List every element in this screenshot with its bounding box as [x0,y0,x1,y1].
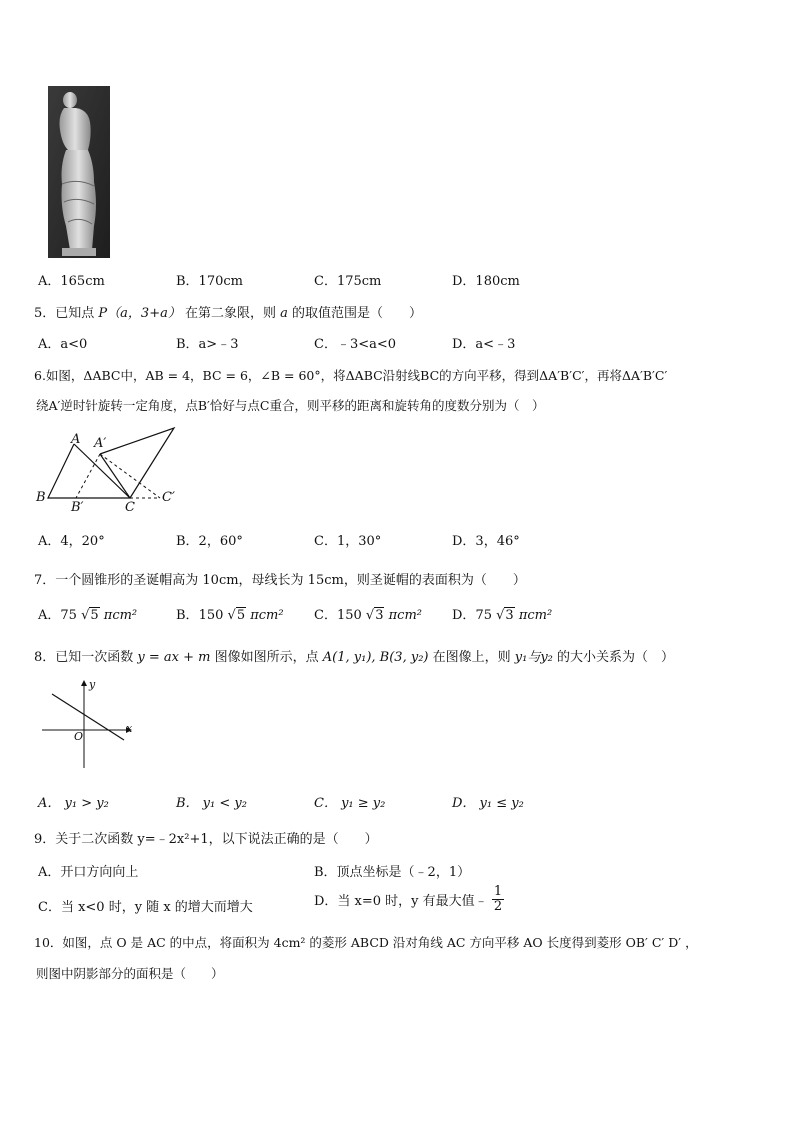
statue-image [48,86,110,258]
q8-axis-x: x [126,722,133,735]
q5-stem [34,302,422,321]
q9-option-d-fraction: $\frac{1}{2}$ [493,884,503,914]
q7-option-a: A．75 √5 πcm² [38,608,138,623]
q4-option-c: C．175cm [314,274,382,289]
q8-axis-origin: O [74,730,84,743]
q8-option-a: A． y₁ > y₂ [38,796,109,811]
q5-option-c: C．﹣3<a<0 [314,337,397,352]
q7-option-c: C．150 √3 πcm² [314,608,422,623]
q6-figure [34,424,184,516]
q8-option-d: D． y₁ ≤ y₂ [452,796,524,811]
q9-option-c: C．当 x<0 时，y 随 x 的增大而增大 [38,900,253,915]
q5-stem-prefix: 5．已知点 [34,306,95,321]
q6-option-a: A．4，20° [38,534,105,549]
q7-stem: 7．一个圆锥形的圣诞帽高为 10cm，母线长为 15cm，则圣诞帽的表面积为（ ） [34,573,526,588]
q6-label-c-prime: C′ [162,490,175,505]
q5-stem-point: P（a，3+a） [98,306,181,321]
q4-option-a: A．165cm [38,274,105,289]
q6-stem-line1: 6.如图，ΔABC中，AB = 4，BC = 6，∠B = 60°，将ΔABC沿射线BC的方向平移，得到ΔA′B′C′，再将ΔA′B′C′ [34,368,668,383]
q4-option-d: D．180cm [452,274,520,289]
q5-stem-var: a [280,306,288,321]
q6-option-d: D．3，46° [452,534,520,549]
q10-stem-line2: 则图中阴影部分的面积是（ ） [36,966,224,981]
q4-option-b: B．170cm [176,274,243,289]
q8-axis-y: y [89,678,96,691]
q9-option-a: A．开口方向向上 [38,865,139,880]
q6-option-b: B．2，60° [176,534,243,549]
q8-option-c: C． y₁ ≥ y₂ [314,796,386,811]
q6-option-c: C．1，30° [314,534,382,549]
q6-label-b-prime: B′ [71,500,84,515]
q7-option-b: B．150 √5 πcm² [176,608,284,623]
q6-label-a-prime: A′ [94,436,107,451]
q10-stem-line1: 10．如图，点 O 是 AC 的中点，将面积为 4cm² 的菱形 ABCD 沿对角线 AC 方向平移 AO 长度得到菱形 OB′ C′ D′ ， [34,935,698,950]
q6-stem-line2: 绕A′逆时针旋转一定角度，点B′恰好与点C重合，则平移的距离和旋转角的度数分别为（ ） [36,398,545,413]
q8-option-b: B． y₁ < y₂ [176,796,247,811]
q5-stem-end: 的取值范围是（ ） [292,306,423,321]
q7-option-d: D．75 √3 πcm² [452,608,553,623]
q5-option-b: B．a>﹣3 [176,337,239,352]
q5-option-d: D．a<﹣3 [452,337,516,352]
q8-stem: 8．已知一次函数 y = ax + m 图像如图所示，点 A(1, y₁), B(3, y₂) 在图像上，则 y₁与y₂ 的大小关系为（ ） [34,650,675,665]
q9-option-d: D．当 x=0 时，y 有最大值﹣ $\frac{1}{2}$ [314,884,503,914]
q5-option-a: A．a<0 [38,337,88,352]
q9-option-b: B．顶点坐标是（﹣2，1） [314,865,471,880]
q5-stem-suffix: 在第二象限，则 [184,306,276,321]
q8-graph [38,678,138,772]
q9-stem: 9．关于二次函数 y=﹣2x²+1，以下说法正确的是（ ） [34,832,378,847]
q6-label-c: C [125,500,135,515]
q6-label-b: B [36,490,46,505]
q6-label-a: A [71,432,81,447]
